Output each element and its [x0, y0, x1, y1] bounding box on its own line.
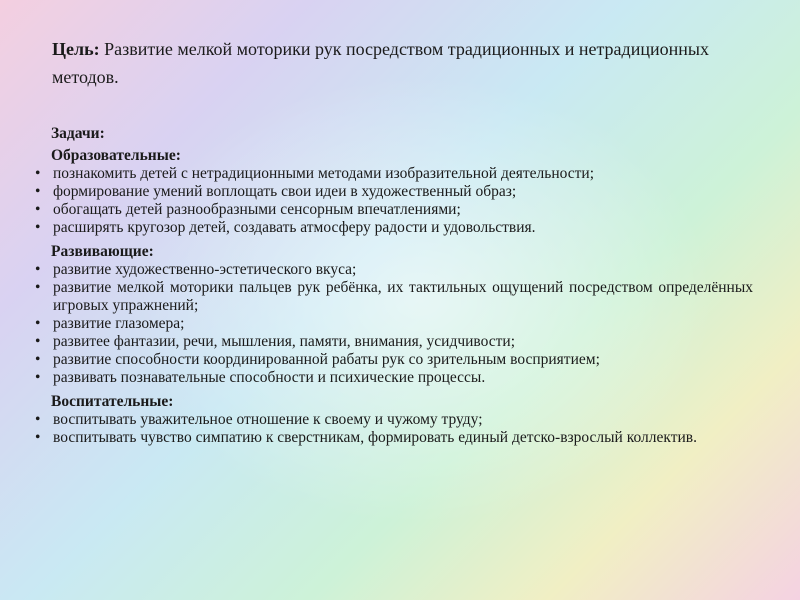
task-groups: [31, 147, 753, 447]
goal-paragraph: [52, 35, 712, 91]
bullet-icon: •: [35, 411, 41, 428]
task-group: [31, 393, 753, 447]
list-item: [31, 351, 753, 369]
list-item-text: воспитывать уважительное отношение к своему и чужому труду;: [53, 411, 483, 428]
task-group: [31, 147, 753, 237]
task-list: [31, 261, 753, 387]
list-item: [31, 369, 753, 387]
bullet-icon: •: [35, 315, 41, 332]
list-item: [31, 429, 753, 447]
list-item-text: развитее фантазии, речи, мышления, памяти, внимания, усидчивости;: [53, 333, 516, 350]
group-heading: Развивающие:: [51, 243, 154, 260]
group-heading: Воспитательные:: [51, 393, 174, 410]
list-item-text: развитие способности координированной рабаты рук со зрительным восприятием;: [53, 351, 600, 368]
list-item-text: развитие мелкой моторики пальцев рук ребёнка, их тактильных ощущений посредством определённых игровых упражнений;: [53, 279, 753, 314]
bullet-icon: •: [35, 333, 41, 350]
list-item: [31, 411, 753, 429]
task-list: [31, 165, 753, 237]
list-item-text: познакомить детей с нетрадиционными методами изобразительной деятельности;: [53, 165, 595, 182]
list-item-text: расширять кругозор детей, создавать атмосферу радости и удовольствия.: [53, 219, 536, 236]
list-item: [31, 261, 753, 279]
list-item-text: развивать познавательные способности и психические процессы.: [53, 369, 486, 386]
bullet-icon: •: [35, 219, 41, 236]
bullet-icon: •: [35, 165, 41, 182]
bullet-icon: •: [35, 201, 41, 218]
goal-label: Цель:: [52, 39, 100, 59]
list-item-text: воспитывать чувство симпатию к сверстникам, формировать единый детско-взрослый коллектив.: [53, 429, 697, 446]
bullet-icon: •: [35, 369, 41, 386]
goal-text: Развитие мелкой моторики рук посредством традиционных и нетрадиционных методов.: [52, 39, 709, 87]
list-item-text: развитие глазомера;: [53, 315, 185, 332]
list-item: [31, 219, 753, 237]
bullet-icon: •: [35, 261, 41, 278]
list-item-text: формирование умений воплощать свои идеи в художественный образ;: [53, 183, 517, 200]
tasks-section: [31, 125, 753, 453]
list-item: [31, 201, 753, 219]
task-list: [31, 411, 753, 447]
list-item: [31, 279, 753, 315]
list-item-text: развитие художественно-эстетического вкуса;: [53, 261, 357, 278]
group-heading: Образовательные:: [51, 147, 181, 164]
list-item: [31, 183, 753, 201]
list-item: [31, 165, 753, 183]
bullet-icon: •: [35, 429, 41, 446]
tasks-heading: Задачи:: [51, 125, 105, 142]
list-item: [31, 333, 753, 351]
bullet-icon: •: [35, 279, 41, 296]
task-group: [31, 243, 753, 387]
bullet-icon: •: [35, 183, 41, 200]
list-item-text: обогащать детей разнообразными сенсорным впечатлениями;: [53, 201, 461, 218]
bullet-icon: •: [35, 351, 41, 368]
list-item: [31, 315, 753, 333]
